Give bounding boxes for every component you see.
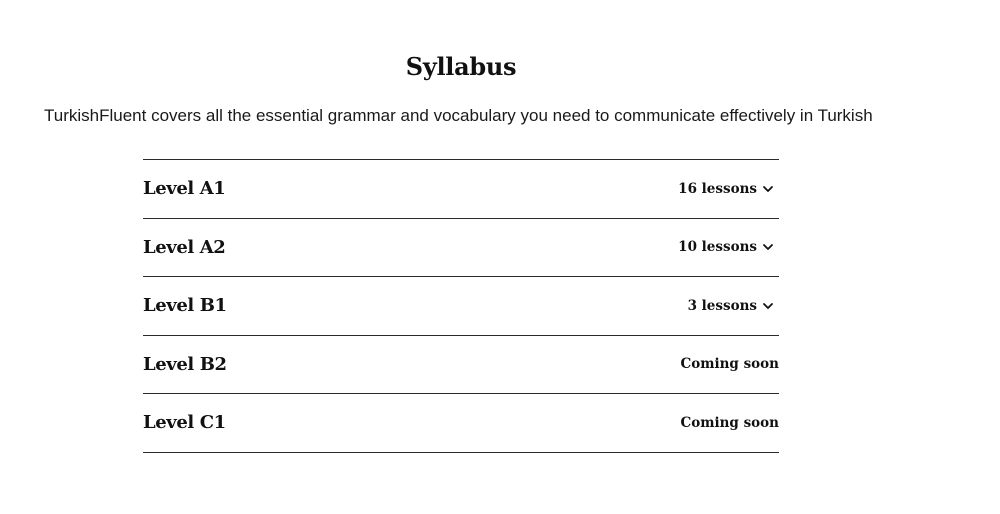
level-row-a2[interactable] <box>143 219 779 278</box>
lesson-count-text: 10 lessons <box>678 239 757 256</box>
coming-soon-label <box>680 356 779 372</box>
chevron-down-icon[interactable] <box>761 240 775 254</box>
level-title: Level A2 <box>143 236 226 258</box>
level-title: Level B2 <box>143 353 227 375</box>
level-title: Level B1 <box>143 295 227 317</box>
coming-soon-text: Coming soon <box>680 414 779 431</box>
lesson-count <box>678 239 779 255</box>
coming-soon-label <box>680 415 779 431</box>
page-title: Syllabus <box>405 52 517 81</box>
coming-soon-text: Coming soon <box>680 356 779 373</box>
page-subtitle: TurkishFluent covers all the essential grammar and vocabulary you need to communicate effectively in Turkish <box>44 106 873 125</box>
lesson-count-text: 16 lessons <box>678 180 757 197</box>
level-title: Level C1 <box>143 412 226 434</box>
level-row-b1[interactable] <box>143 277 779 336</box>
lesson-count <box>678 181 779 197</box>
level-row-c1 <box>143 394 779 453</box>
lesson-count <box>688 298 779 314</box>
chevron-down-icon[interactable] <box>761 299 775 313</box>
level-title: Level A1 <box>143 178 226 200</box>
chevron-down-icon[interactable] <box>761 182 775 196</box>
syllabus-accordion <box>143 159 779 453</box>
lesson-count-text: 3 lessons <box>687 297 757 314</box>
level-row-b2 <box>143 336 779 395</box>
level-row-a1[interactable] <box>143 160 779 219</box>
